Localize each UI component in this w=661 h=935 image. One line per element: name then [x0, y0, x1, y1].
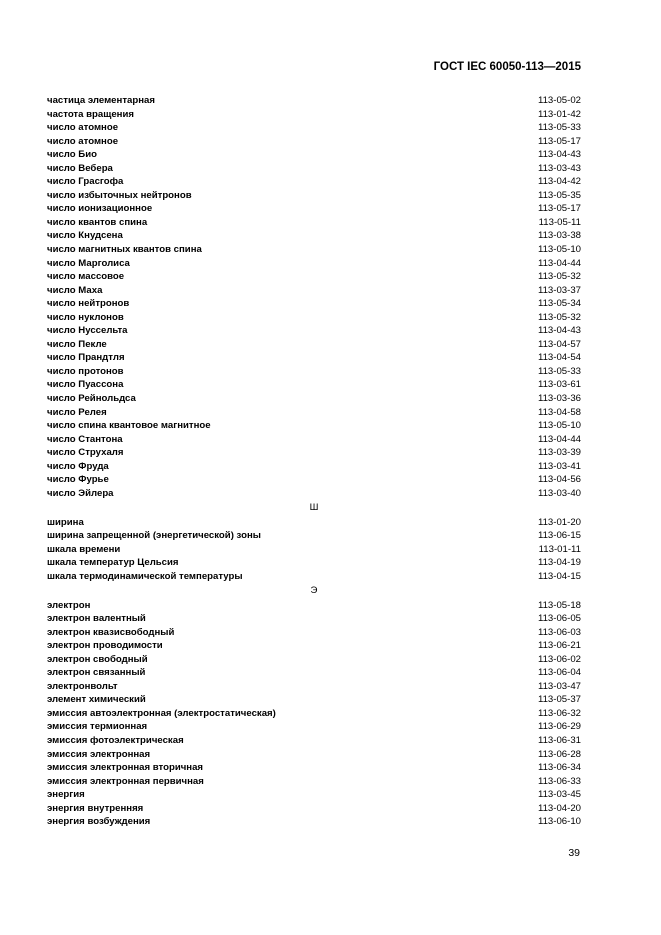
entry-code: 113-03-47	[537, 680, 581, 692]
entry-term: ширина	[47, 516, 84, 528]
entry-term: энергия возбуждения	[47, 816, 151, 828]
index-entry	[47, 815, 581, 829]
entry-term: шкала температур Цельсия	[47, 557, 179, 569]
entry-code: 113-05-37	[537, 694, 581, 706]
entry-term: число Марголиса	[47, 257, 130, 269]
entry-code: 113-03-39	[537, 447, 581, 459]
entry-term: число Рейнольдса	[47, 393, 136, 405]
index-entry	[47, 121, 581, 135]
entry-term: эмиссия термионная	[47, 721, 148, 733]
entry-term: электрон связанный	[47, 667, 146, 679]
index-entry	[47, 392, 581, 406]
entry-term: энергия внутренняя	[47, 802, 144, 814]
entry-term: число Вебера	[47, 162, 113, 174]
entry-term: эмиссия электронная	[47, 748, 151, 760]
entry-term: шкала термодинамической температуры	[47, 570, 243, 582]
entry-term: число Прандтля	[47, 352, 125, 364]
entry-code: 113-06-28	[537, 748, 581, 760]
index-entry	[47, 108, 581, 122]
entry-term: электрон свободный	[47, 653, 148, 665]
entry-code: 113-03-43	[537, 162, 581, 174]
entry-code: 113-05-34	[537, 298, 581, 310]
index-entry	[47, 720, 581, 734]
index-entry	[47, 419, 581, 433]
entry-code: 113-05-33	[537, 122, 581, 134]
entry-code: 113-06-10	[537, 816, 581, 828]
index-entry	[47, 639, 581, 653]
entry-term: частота вращения	[47, 108, 134, 120]
entry-term: эмиссия электронная вторичная	[47, 762, 204, 774]
entry-code: 113-05-10	[537, 420, 581, 432]
entry-code: 113-04-54	[537, 352, 581, 364]
index-entry	[47, 216, 581, 230]
entry-term: электрон	[47, 599, 91, 611]
entry-code: 113-05-17	[537, 203, 581, 215]
index-entry	[47, 599, 581, 613]
entry-term: число нуклонов	[47, 311, 124, 323]
index-entry	[47, 351, 581, 365]
entry-term: число Фурье	[47, 474, 109, 486]
entry-term: эмиссия автоэлектронная (электростатическая)	[47, 707, 276, 719]
entry-term: элемент химический	[47, 694, 146, 706]
entry-term: число массовое	[47, 271, 125, 283]
index-entry	[47, 284, 581, 298]
entry-term: число атомное	[47, 135, 119, 147]
entry-code: 113-06-02	[537, 653, 581, 665]
entry-code: 113-03-36	[537, 393, 581, 405]
index-entry	[47, 446, 581, 460]
index-entry	[47, 406, 581, 420]
index-entry	[47, 473, 581, 487]
entry-term: электронвольт	[47, 680, 118, 692]
entry-code: 113-06-29	[537, 721, 581, 733]
entry-code: 113-04-57	[537, 338, 581, 350]
entry-term: число Грасгофа	[47, 176, 124, 188]
entry-term: число атомное	[47, 122, 119, 134]
index-entry	[47, 802, 581, 816]
entry-code: 113-04-43	[537, 149, 581, 161]
index-entry	[47, 680, 581, 694]
index-entry	[47, 653, 581, 667]
document-header: ГОСТ IEC 60050-113—2015	[433, 61, 581, 73]
entry-code: 113-04-44	[537, 433, 581, 445]
entry-term: эмиссия фотоэлектрическая	[47, 734, 184, 746]
entry-code: 113-06-21	[537, 640, 581, 652]
index-entry	[47, 270, 581, 284]
entry-code: 113-05-18	[537, 599, 581, 611]
entry-term: число Пекле	[47, 338, 107, 350]
entry-code: 113-05-32	[537, 311, 581, 323]
index-entry	[47, 365, 581, 379]
index-entry	[47, 570, 581, 584]
index-entry	[47, 612, 581, 626]
entry-code: 113-04-19	[537, 557, 581, 569]
entry-term: энергия	[47, 789, 85, 801]
entry-term: число протонов	[47, 365, 124, 377]
entry-code: 113-01-11	[538, 543, 581, 555]
entry-code: 113-06-34	[537, 762, 581, 774]
entry-code: 113-05-02	[537, 95, 581, 106]
entry-code: 113-05-33	[537, 365, 581, 377]
index-entry	[47, 311, 581, 325]
entry-code: 113-04-43	[537, 325, 581, 337]
index-entry	[47, 338, 581, 352]
index-entry	[47, 94, 581, 108]
index-entry	[47, 433, 581, 447]
entry-code: 113-05-35	[537, 189, 581, 201]
entry-term: эмиссия электронная первичная	[47, 775, 204, 787]
entry-code: 113-04-44	[537, 257, 581, 269]
index-entry	[47, 775, 581, 789]
index-entry	[47, 162, 581, 176]
index-entry	[47, 734, 581, 748]
entry-term: частица элементарная	[47, 95, 155, 106]
entry-code: 113-04-20	[537, 802, 581, 814]
entry-code: 113-06-32	[537, 707, 581, 719]
index-list	[47, 94, 581, 829]
entry-term: электрон квазисвободный	[47, 626, 175, 638]
entry-code: 113-05-10	[537, 244, 581, 256]
entry-code: 113-05-11	[538, 216, 581, 228]
index-entry	[47, 175, 581, 189]
section-letter: Ш	[309, 502, 319, 514]
index-entry	[47, 189, 581, 203]
index-entry	[47, 693, 581, 707]
index-entry	[47, 529, 581, 543]
entry-term: число избыточных нейтронов	[47, 189, 192, 201]
entry-code: 113-03-38	[537, 230, 581, 242]
entry-term: шкала времени	[47, 543, 121, 555]
entry-term: число Струхаля	[47, 447, 124, 459]
entry-term: число квантов спина	[47, 216, 148, 228]
entry-term: электрон валентный	[47, 613, 146, 625]
entry-term: число Релея	[47, 406, 107, 418]
entry-code: 113-05-32	[537, 271, 581, 283]
index-entry	[47, 626, 581, 640]
entry-code: 113-03-45	[537, 789, 581, 801]
index-entry	[47, 543, 581, 557]
index-entry	[47, 487, 581, 501]
entry-code: 113-01-42	[537, 108, 581, 120]
index-entry	[47, 324, 581, 338]
entry-code: 113-03-41	[537, 460, 581, 472]
entry-term: электрон проводимости	[47, 640, 163, 652]
index-entry	[47, 516, 581, 530]
index-entry	[47, 460, 581, 474]
entry-term: ширина запрещенной (энергетической) зоны	[47, 530, 261, 542]
entry-term: число Стантона	[47, 433, 123, 445]
entry-code: 113-04-42	[537, 176, 581, 188]
entry-code: 113-06-31	[537, 734, 581, 746]
index-entry	[47, 257, 581, 271]
index-entry	[47, 707, 581, 721]
entry-code: 113-06-15	[537, 530, 581, 542]
index-entry	[47, 761, 581, 775]
entry-term: число Био	[47, 149, 97, 161]
entry-code: 113-03-40	[537, 487, 581, 499]
entry-code: 113-04-56	[537, 474, 581, 486]
index-entry	[47, 556, 581, 570]
entry-code: 113-05-17	[537, 135, 581, 147]
entry-code: 113-06-33	[537, 775, 581, 787]
entry-term: число Фруда	[47, 460, 109, 472]
entry-term: число спина квантовое магнитное	[47, 420, 211, 432]
index-entry	[47, 148, 581, 162]
entry-code: 113-03-61	[537, 379, 581, 391]
page-number: 39	[568, 847, 580, 859]
entry-term: число магнитных квантов спина	[47, 244, 202, 256]
entry-code: 113-06-05	[537, 613, 581, 625]
entry-term: число нейтронов	[47, 298, 130, 310]
entry-term: число Эйлера	[47, 487, 114, 499]
index-entry	[47, 748, 581, 762]
index-entry	[47, 243, 581, 257]
index-entry	[47, 202, 581, 216]
entry-code: 113-06-04	[537, 667, 581, 679]
entry-code: 113-04-15	[537, 570, 581, 582]
entry-code: 113-03-37	[537, 284, 581, 296]
entry-term: число ионизационное	[47, 203, 153, 215]
index-entry	[47, 229, 581, 243]
section-letter: Э	[310, 585, 318, 597]
entry-term: число Нуссельта	[47, 325, 128, 337]
entry-term: число Пуассона	[47, 379, 124, 391]
entry-term: число Кнудсена	[47, 230, 123, 242]
index-entry	[47, 378, 581, 392]
index-entry	[47, 135, 581, 149]
index-entry	[47, 666, 581, 680]
entry-code: 113-01-20	[537, 516, 581, 528]
entry-term: число Маха	[47, 284, 103, 296]
entry-code: 113-06-03	[537, 626, 581, 638]
index-entry	[47, 297, 581, 311]
index-entry	[47, 788, 581, 802]
entry-code: 113-04-58	[537, 406, 581, 418]
